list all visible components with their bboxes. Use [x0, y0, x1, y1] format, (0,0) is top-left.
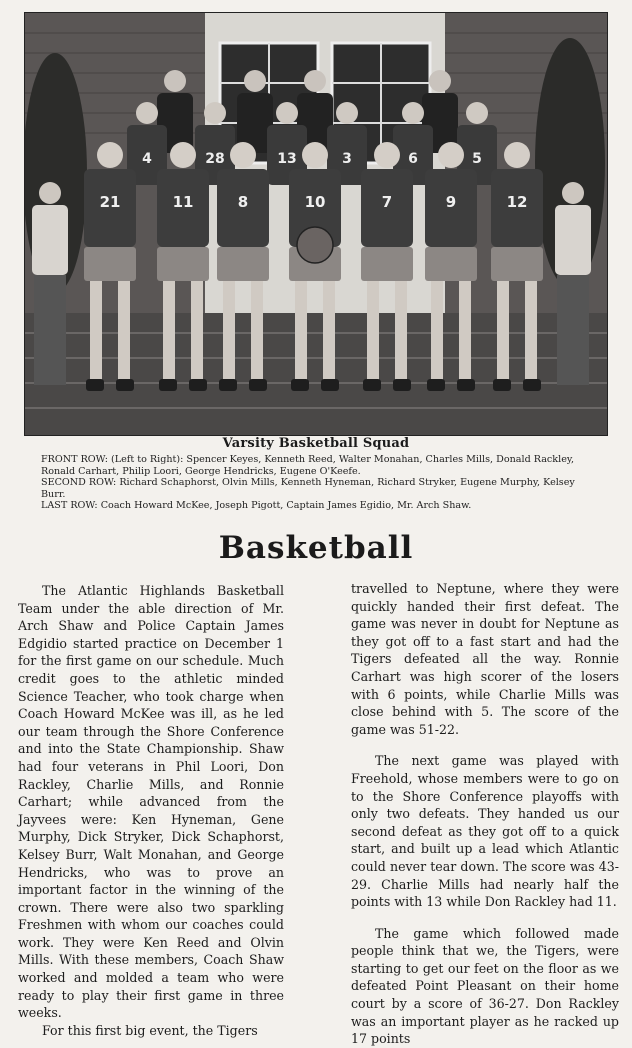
team-photo-illustration — [25, 13, 607, 435]
jersey-number: 28 — [205, 151, 225, 167]
jersey-number: 9 — [445, 193, 457, 211]
jersey-number: 12 — [506, 193, 528, 211]
article-paragraph: travelled to Neptune, where they were quickly handed their first defeat. The game was never in doubt for Neptune as they got off to a fast start and had the Tigers defeated all the way. Ronnie Carhart was high scorer of the losers with 6 points, while Charlie Mills was close behind with 5. The score of the game was 51-22. — [351, 581, 619, 737]
jersey-number: 10 — [304, 193, 326, 211]
caption-front-row: FRONT ROW: (Left to Right): Spencer Keyes, Kenneth Reed, Walter Monahan, Charles Mills, Donald Rackley, Ronald Carhart, Philip Loori, George Hendricks, Eugene O'Keefe. — [41, 454, 575, 477]
jersey-number: 5 — [472, 151, 482, 167]
child-figure — [555, 182, 591, 385]
jersey-number: 6 — [408, 151, 418, 167]
jersey-number: 11 — [172, 193, 194, 211]
photo-caption — [41, 454, 601, 512]
caption-last-row: LAST ROW: Coach Howard McKee, Joseph Pigott, Captain James Egidio, Mr. Arch Shaw. — [41, 500, 472, 512]
article-paragraph: The next game was played with Freehold, whose members were to go on to the Shore Conference playoffs with only two defeats. They handed us our second defeat as they got off to a quick start, and built up a lead which Atlantic could never tear down. The score was 43-29. Charlie Mills had nearly half the points with 13 while Don Rackley had 11. — [351, 753, 619, 910]
article-paragraph: The Atlantic Highlands Basketball Team under the able direction of Mr. Arch Shaw and Police Captain James Edgidio started practice on December 1 for the first game on our schedule. Much credit goes to the athletic minded Science Teacher, who took charge when Coach Howard McKee was ill, as he led our team through the Shore Conference and into the State Championship. Shaw had four veterans in Phil Loori, Don Rackley, Charlie Mills, and Ronnie Carhart; while advanced from the Jayvees were: Ken Hyneman, Gene Murphy, Dick Stryker, Dick Schaphorst, Kelsey Burr, Walt Monahan, and George Hendricks, who was to prove an important factor in the winning of the crown. There were also two sparkling Freshmen with whom our coaches could work. They were Ken Reed and Olvin Mills. With these members, Coach Shaw worked and molded a team who were ready to play their first game in three weeks. — [18, 583, 284, 1021]
jersey-number: 13 — [277, 151, 297, 167]
jersey-number: 21 — [99, 193, 121, 211]
child-figure — [32, 182, 68, 385]
article-column-left — [18, 582, 284, 1039]
jersey-number: 3 — [342, 151, 352, 167]
article-paragraph: For this first big event, the Tigers — [42, 1022, 258, 1038]
article-paragraph: The game which followed made people think that we, the Tigers, were starting to get our feet on the floor as we defeated Point Pleasant on their home court by a score of 36-27. Don Rackley was an important player as he racked up 17 points — [351, 925, 619, 1047]
article-column-right — [351, 580, 619, 1048]
jersey-number: 8 — [237, 193, 249, 211]
jersey-number: 4 — [142, 151, 152, 167]
caption-second-row: SECOND ROW: Richard Schaphorst, Olvin Mills, Kenneth Hyneman, Richard Stryker, Eugene Murphy, Kelsey Burr. — [41, 477, 575, 500]
photo-caption-title: Varsity Basketball Squad — [222, 436, 410, 451]
jersey-number: 7 — [381, 193, 393, 211]
basketball-icon — [297, 227, 333, 263]
team-photo — [24, 12, 608, 436]
article-heading: Basketball — [218, 530, 414, 566]
